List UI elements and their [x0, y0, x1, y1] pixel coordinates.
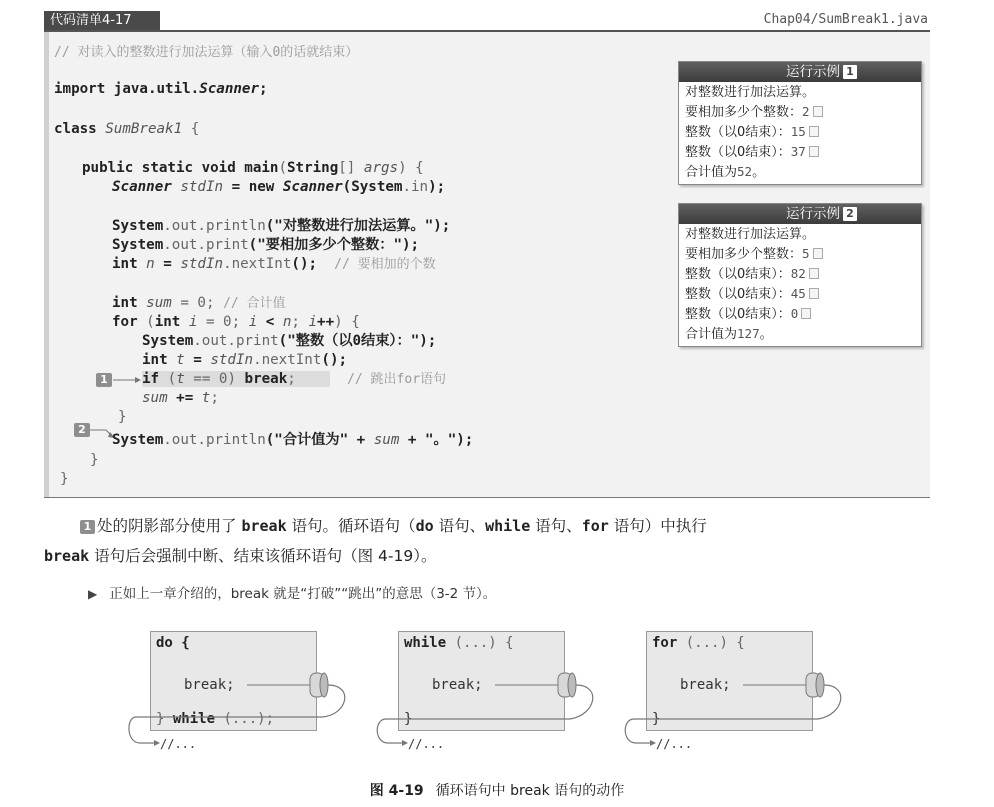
triangle-bullet-icon: ▶	[88, 587, 98, 601]
enter-key-icon	[813, 248, 823, 259]
listing-filename: Chap04/SumBreak1.java	[763, 12, 928, 27]
diagram-do-head: do {	[156, 635, 190, 651]
code-line-close-for: }	[118, 409, 127, 425]
code-line-close-class: }	[60, 471, 69, 487]
diagram-for-tail: }	[652, 711, 661, 727]
marker-1-arrow	[113, 374, 143, 386]
code-line-for: for (int i = 0; i < n; i++) {	[112, 314, 360, 330]
code-line-main: public static void main(String[] args) {	[82, 160, 424, 176]
run2-line: 合计值为127。	[685, 326, 773, 342]
code-line-int-n: int n = stdIn.nextInt(); // 要相加的个数	[112, 256, 436, 272]
enter-key-icon	[809, 146, 819, 157]
bottom-rule	[44, 497, 930, 498]
code-line-print2: System.out.print("要相加多少个整数：");	[112, 237, 420, 253]
code-line-int-t: int t = stdIn.nextInt();	[142, 352, 348, 368]
code-comment-top: // 对读入的整数进行加法运算（输入0的话就结束）	[54, 45, 359, 60]
run-example-2	[678, 203, 922, 347]
run1-line: 合计值为52。	[685, 164, 766, 180]
code-line-scanner: Scanner stdIn = new Scanner(System.in);	[112, 179, 446, 195]
diagram-for-after: //...	[656, 737, 693, 751]
code-marker-1: 1	[96, 373, 112, 387]
code-marker-2: 2	[74, 423, 90, 437]
diagram-while-head: while (...) {	[404, 635, 514, 651]
diagram-for-loop	[618, 625, 850, 760]
diagram-while-loop	[370, 625, 602, 760]
run-example-1	[678, 61, 922, 185]
body-paragraph-line1: 1 处的阴影部分使用了 break 语句。循环语句（do 语句、while 语句、for 语句）中执行	[80, 511, 707, 541]
enter-key-icon	[813, 106, 823, 117]
run2-line: 对整数进行加法运算。	[685, 227, 816, 242]
diagram-while-break: break;	[432, 677, 483, 693]
code-line-println1: System.out.println("对整数进行加法运算。");	[112, 218, 451, 234]
figure-caption: 图 4-19 循环语句中 break 语句的动作	[369, 783, 625, 799]
code-line-println4: System.out.println("合计值为" + sum + "。");	[112, 432, 474, 448]
listing-label: 代码清单4-17	[44, 11, 160, 30]
diagram-do-flow-icon	[122, 625, 354, 760]
enter-key-icon	[809, 288, 819, 299]
diagram-do-break: break;	[184, 677, 235, 693]
code-line-import: import java.util.Scanner;	[54, 81, 268, 97]
run2-line: 要相加多少个整数：5	[679, 244, 921, 264]
diagram-while-tail: }	[404, 711, 413, 727]
code-line-int-sum: int sum = 0; // 合计值	[112, 295, 286, 311]
code-line-close-main: }	[90, 452, 99, 468]
run-example-1-title: 运行示例 1	[679, 62, 921, 82]
diagram-for-break: break;	[680, 677, 731, 693]
run2-line: 整数（以0结束）：0	[679, 304, 921, 324]
diagram-while-flow-icon	[370, 625, 602, 760]
enter-key-icon	[809, 268, 819, 279]
body-paragraph-line2: break 语句后会强制中断、结束该循环语句（图 4-19）。	[44, 547, 437, 565]
diagram-for-flow-icon	[618, 625, 850, 760]
code-line-print3: System.out.print("整数（以0结束）：");	[142, 333, 437, 349]
diagram-do-loop	[122, 625, 354, 760]
run2-line: 整数（以0结束）：45	[679, 284, 921, 304]
run1-line: 整数（以0结束）：37	[679, 142, 921, 162]
diagram-do-after: //...	[160, 737, 197, 751]
enter-key-icon	[809, 126, 819, 137]
run2-line: 整数（以0结束）：82	[679, 264, 921, 284]
diagram-while-after: //...	[408, 737, 445, 751]
run1-line: 对整数进行加法运算。	[685, 85, 816, 100]
run-example-2-title: 运行示例 2	[679, 204, 921, 224]
code-line-sum-add: sum += t;	[142, 390, 219, 406]
run1-line: 整数（以0结束）：15	[679, 122, 921, 142]
code-line-class: class SumBreak1 {	[54, 121, 200, 137]
diagram-do-tail: } while (...);	[156, 711, 275, 727]
diagram-for-head: for (...) {	[652, 635, 745, 651]
run1-line: 要相加多少个整数：2	[679, 102, 921, 122]
code-line-if-break: if (t == 0) break; // 跳出for语句	[142, 371, 447, 387]
note-line: ▶ 正如上一章介绍的，break 就是“打破”“跳出”的意思（3-2 节）。	[88, 586, 497, 602]
enter-key-icon	[801, 308, 811, 319]
